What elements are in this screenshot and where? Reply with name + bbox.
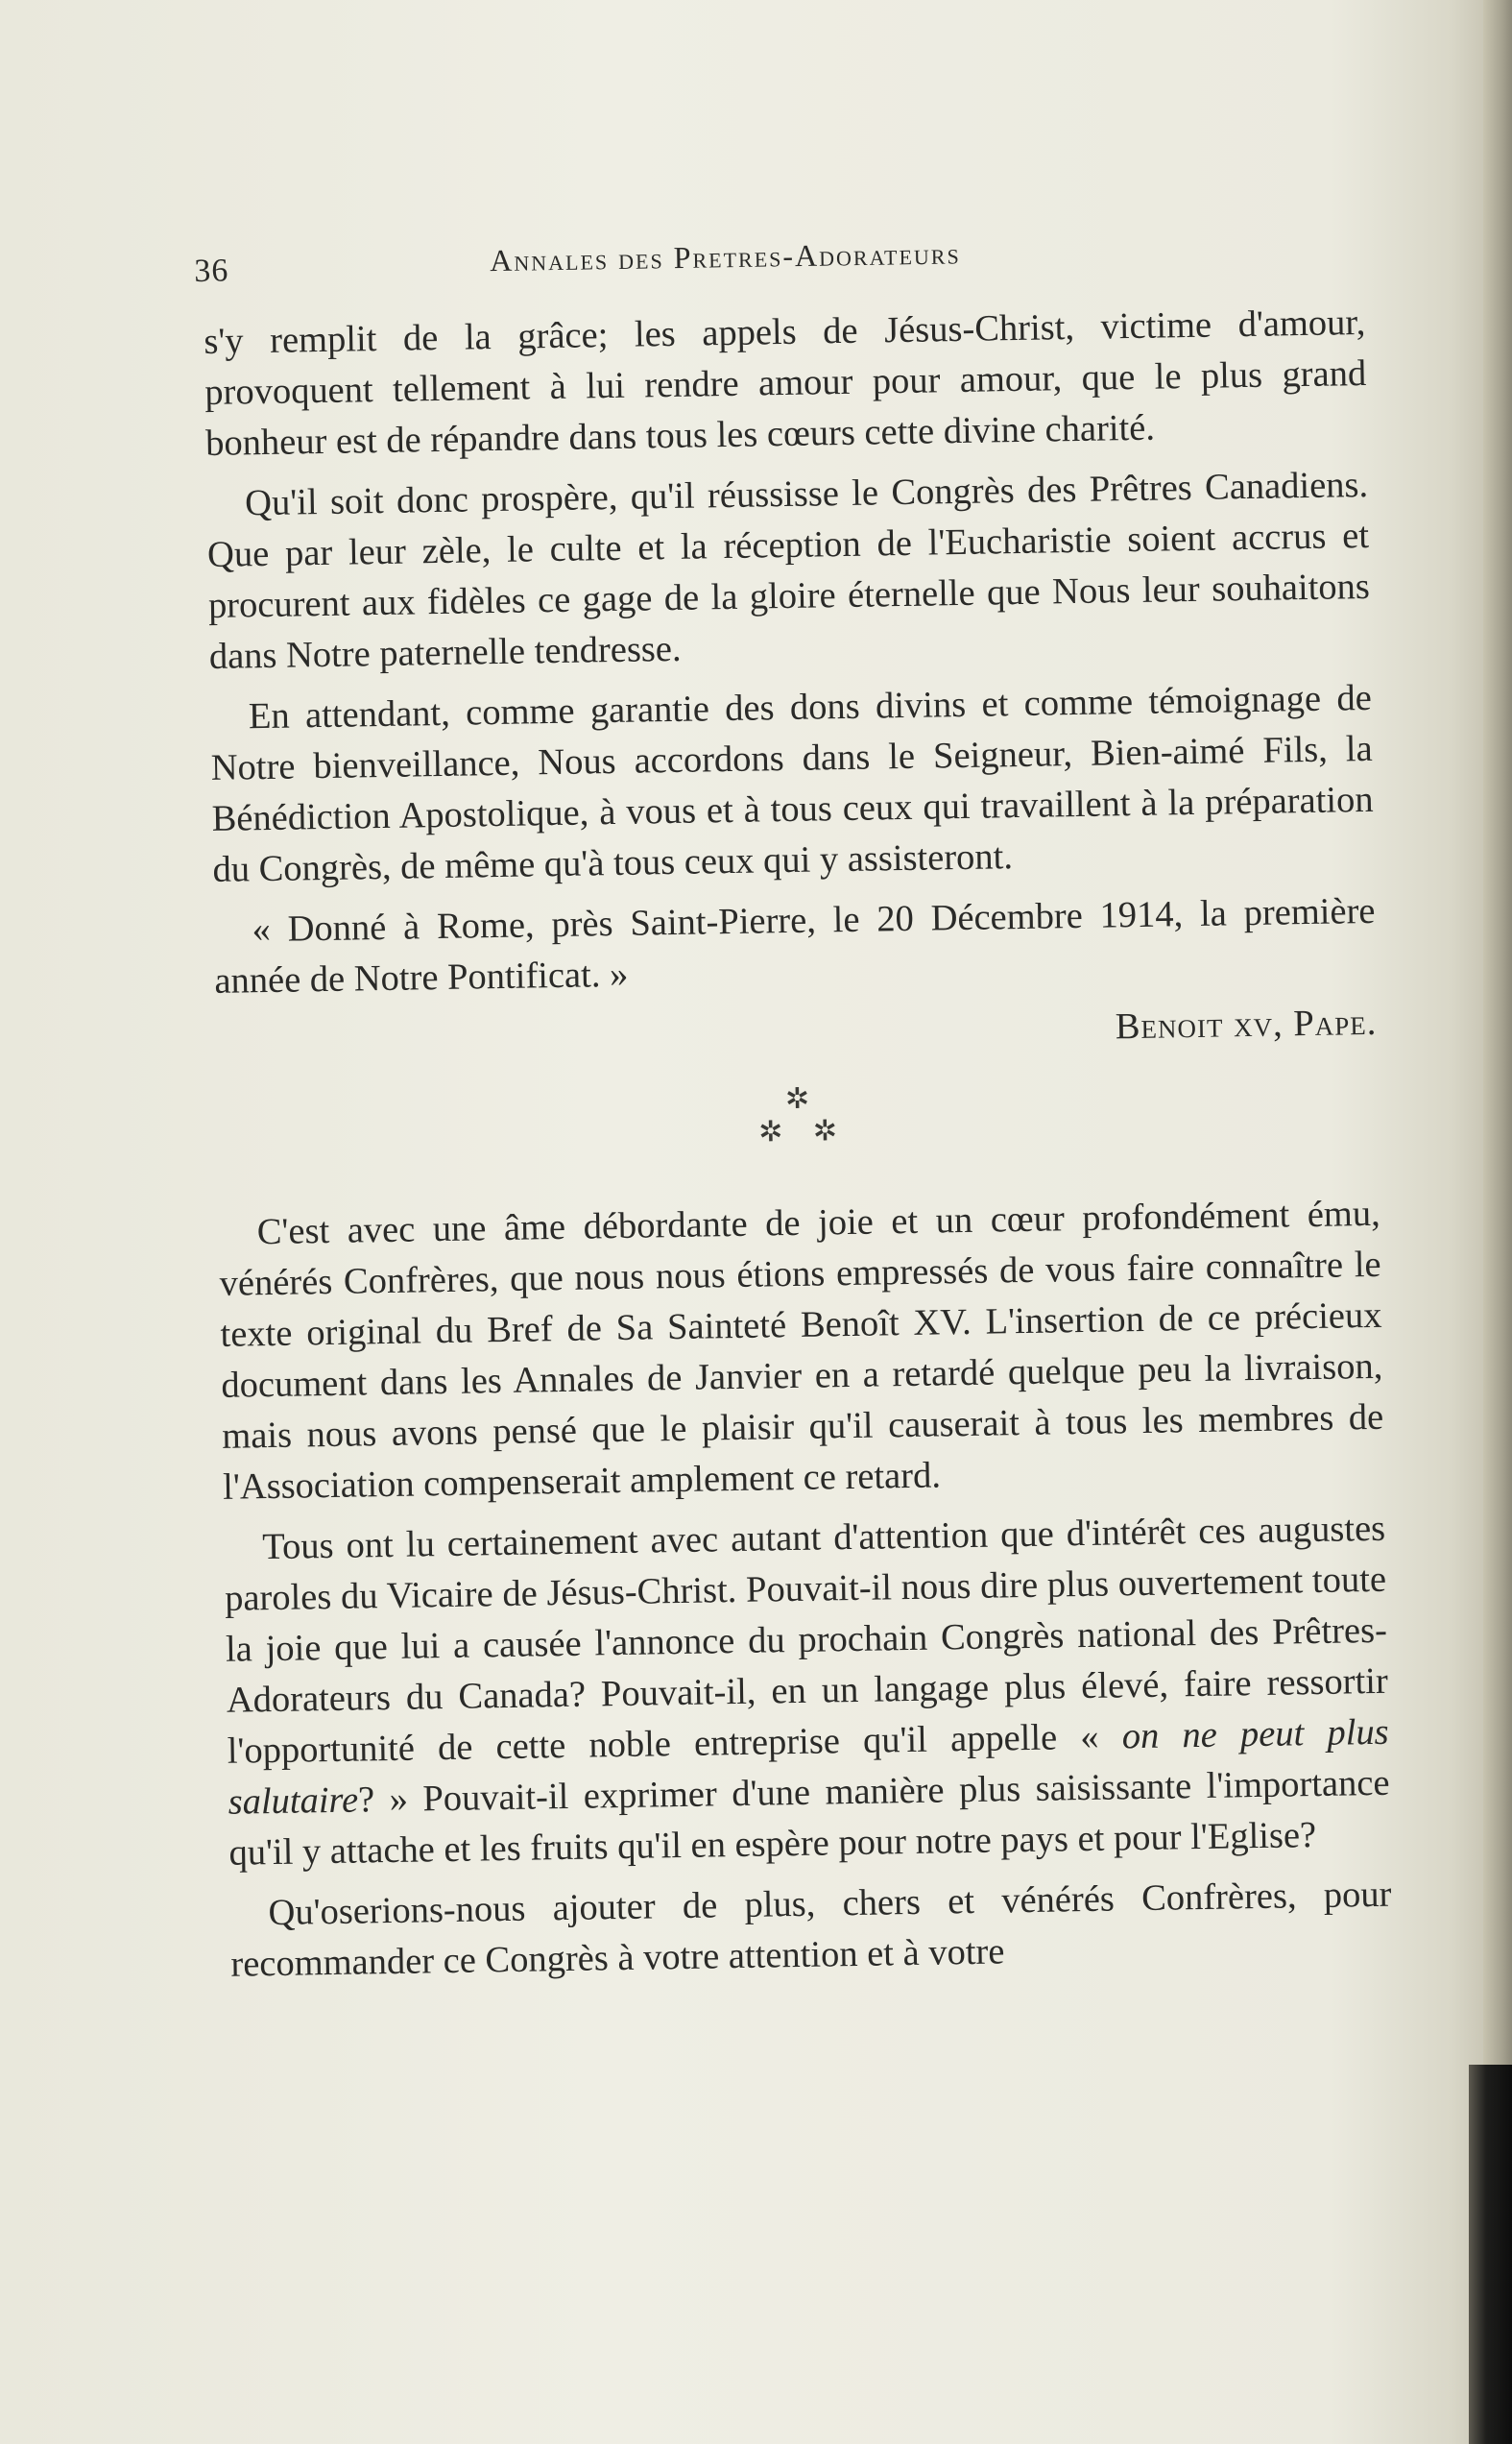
article-paragraph-2-text: Tous ont lu certainement avec autant d'attention que d'intérêt ces augustes paroles du Vicaire de Jésus-Christ. Pouvait-il nous dire plus ouvertement toute la joie que lui a causée l'annonce du prochain Congrès national des Prêtres-Adorateurs du Canada? Pouvait-il, en un langage plus élevé, faire ressortir l'opportunité de cette noble entreprise qu'il appelle «: [224, 1508, 1389, 1772]
letter-paragraph-1: s'y remplit de la grâce; les appels de Jésus-Christ, victime d'amour, provoquent tellement à lui rendre amour pour amour, que le plus grand bonheur est de répandre dans tous les cœurs cette divine charité.: [204, 302, 1367, 464]
asterism-star-top: ✲: [784, 1082, 810, 1116]
signature: Benoit xv, Pape.: [1115, 1002, 1378, 1048]
page-number: 36: [194, 253, 229, 289]
article-paragraph-1: C'est avec une âme débordante de joie et un cœur profondément ému, vénérés Confrères, que nous nous étions empressés de vous faire connaître le texte original du Bref de Sa Sainteté Benoît XV. L'insertion de ce précieux document dans les Annales de Janvier en a retardé quelque peu la livraison, mais nous avons pensé que le plaisir qu'il causerait à tous les membres de l'Association compenserait amplement ce retard.: [219, 1193, 1384, 1508]
page-header: [192, 230, 1355, 305]
article-paragraph-3: Qu'oserions-nous ajouter de plus, chers et vénérés Confrères, pour recommander ce Congrès à votre attention et à votre: [230, 1874, 1392, 1985]
letter-dateline: « Donné à Rome, près Saint-Pierre, le 20 Décembre 1914, la première année de Notre Pontificat. »: [214, 890, 1376, 1002]
letter-paragraph-2: Qu'il soit donc prospère, qu'il réussisse le Congrès des Prêtres Canadiens. Que par leur zèle, le culte et la réception de l'Eucharistie soient accrus et procurent aux fidèles ce gage de la gloire éternelle que Nous leur souhaitons dans Notre paternelle tendresse.: [206, 464, 1371, 677]
running-title: Annales des Pretres-Adorateurs: [489, 235, 961, 278]
article-paragraph-2: [224, 1504, 1391, 1879]
letter-paragraph-3: En attendant, comme garantie des dons divins et comme témoignage de Notre bienveillance, Nous accordons dans le Seigneur, Bien-aimé Fils, la Bénédiction Apostolique, à vous et à tous ceux qui travaillent à la préparation du Congrès, de même qu'à tous ceux qui y assisteront.: [210, 677, 1374, 890]
quoted-phrase: on ne peut plus salutaire: [228, 1711, 1389, 1823]
asterism-star-right: ✲: [812, 1115, 838, 1148]
asterism-star-left: ✲: [757, 1116, 783, 1149]
article-paragraph-2-end: ? » Pouvait-il exprimer d'une manière plus saisissante l'importance qu'il y attache et les fruits qu'il en espère pour notre pays et pour l'Eglise?: [228, 1762, 1390, 1874]
asterism-divider: [216, 1074, 1379, 1158]
page-body: [204, 298, 1393, 2000]
page-shadow: [1469, 2065, 1512, 2444]
